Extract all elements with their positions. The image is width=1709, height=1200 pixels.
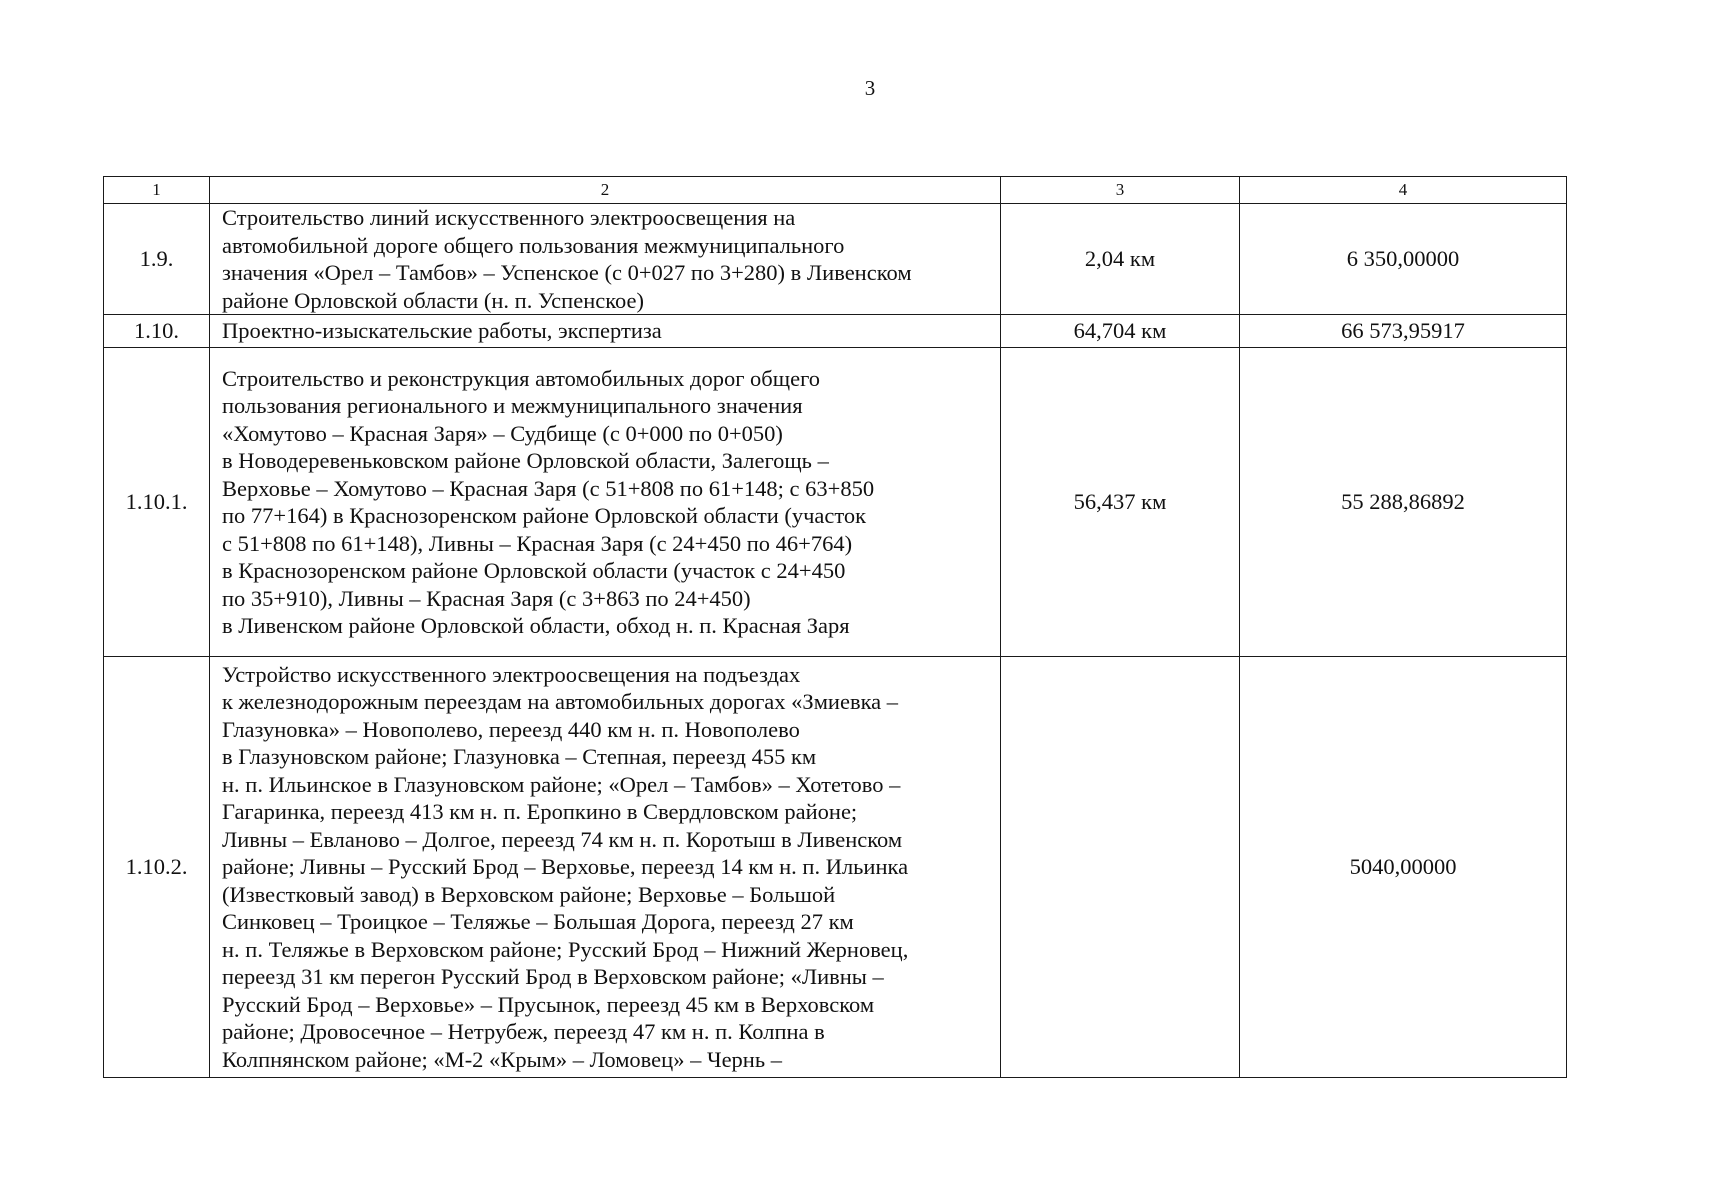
item-amount: 66 573,95917 xyxy=(1240,315,1567,348)
column-number-1: 1 xyxy=(104,177,210,204)
column-number-4: 4 xyxy=(1240,177,1567,204)
description-line: по 77+164) в Краснозоренском районе Орловской области (участок xyxy=(222,503,867,528)
description-line: районе; Ливны – Русский Брод – Верховье, переезд 14 км н. п. Ильинка xyxy=(222,854,909,880)
description-line: Строительство линий искусственного электроосвещения на xyxy=(222,205,796,230)
table-row xyxy=(104,348,1567,657)
description-line: Русский Брод – Верховье» – Прусынок, переезд 45 км в Верховском xyxy=(222,991,875,1017)
description-line: к железнодорожным переездам на автомобильных дорогах «Змиевка – xyxy=(222,689,899,715)
description-line: Глазуновка» – Новополево, переезд 440 км н. п. Новополево xyxy=(222,716,800,742)
item-number: 1.9. xyxy=(104,204,210,315)
item-description xyxy=(210,315,1001,348)
item-description xyxy=(210,657,1001,1078)
description-line: районе Орловской области (н. п. Успенское) xyxy=(222,287,645,313)
description-line: значения «Орел – Тамбов» – Успенское (с 0+027 по 3+280) в Ливенском xyxy=(222,260,912,285)
description-line: Верховье – Хомутово – Красная Заря (с 51+808 по 61+148; с 63+850 xyxy=(222,475,875,501)
description-line: по 35+910), Ливны – Красная Заря (с 3+863 по 24+450) xyxy=(222,585,751,611)
item-number: 1.10.1. xyxy=(104,348,210,657)
description-line: автомобильной дороге общего пользования межмуниципального xyxy=(222,232,845,258)
description-line: н. п. Ильинское в Глазуновском районе; «Орел – Тамбов» – Хотетово – xyxy=(222,771,901,797)
description-line: в Краснозоренском районе Орловской области (участок с 24+450 xyxy=(222,558,846,583)
works-table xyxy=(103,176,1567,1078)
description-line: Проектно-изыскательские работы, экспертиза xyxy=(222,318,662,344)
item-amount: 5040,00000 xyxy=(1240,657,1567,1078)
description-line: пользования регионального и межмуниципального значения xyxy=(222,393,803,418)
description-line: в Глазуновском районе; Глазуновка – Степная, переезд 455 км xyxy=(222,744,817,770)
item-amount: 6 350,00000 xyxy=(1240,204,1567,315)
description-line: Колпнянском районе; «М-2 «Крым» – Ломовец» – Чернь – xyxy=(222,1046,782,1072)
item-length: 56,437 км xyxy=(1001,348,1240,657)
item-length: 2,04 км xyxy=(1001,204,1240,315)
description-line: (Известковый завод) в Верховском районе; Верховье – Большой xyxy=(222,881,836,907)
description-line: н. п. Теляжье в Верховском районе; Русский Брод – Нижний Жерновец, xyxy=(222,936,909,962)
page-number: 3 xyxy=(864,76,876,100)
description-line: переезд 31 км перегон Русский Брод в Верховском районе; «Ливны – xyxy=(222,964,884,990)
description-line: Устройство искусственного электроосвещения на подъездах xyxy=(222,661,801,687)
item-length xyxy=(1001,657,1240,1078)
description-line: в Ливенском районе Орловской области, обход н. п. Красная Заря xyxy=(222,613,850,638)
column-number-2: 2 xyxy=(210,177,1001,204)
description-line: в Новодеревеньковском районе Орловской области, Залегощь – xyxy=(222,448,829,473)
item-number: 1.10. xyxy=(104,315,210,348)
item-number: 1.10.2. xyxy=(104,657,210,1078)
description-line: районе; Дровосечное – Нетрубеж, переезд 47 км н. п. Колпна в xyxy=(222,1019,825,1045)
table-row xyxy=(104,315,1567,348)
column-number-row xyxy=(104,177,1567,204)
table-row xyxy=(104,204,1567,315)
description-line: Гагаринка, переезд 413 км н. п. Еропкино в Свердловском районе; xyxy=(222,799,858,825)
item-description xyxy=(210,204,1001,315)
column-number-3: 3 xyxy=(1001,177,1240,204)
description-line: с 51+808 по 61+148), Ливны – Красная Заря (с 24+450 по 46+764) xyxy=(222,530,853,556)
description-line: Ливны – Евланово – Долгое, переезд 74 км н. п. Коротыш в Ливенском xyxy=(222,826,903,852)
description-line: «Хомутово – Красная Заря» – Судбище (с 0+000 по 0+050) xyxy=(222,420,783,446)
item-description xyxy=(210,348,1001,657)
table-row xyxy=(104,657,1567,1078)
description-line: Строительство и реконструкция автомобильных дорог общего xyxy=(222,365,820,391)
item-length: 64,704 км xyxy=(1001,315,1240,348)
description-line: Синковец – Троицкое – Теляжье – Большая Дорога, переезд 27 км xyxy=(222,909,854,935)
item-amount: 55 288,86892 xyxy=(1240,348,1567,657)
